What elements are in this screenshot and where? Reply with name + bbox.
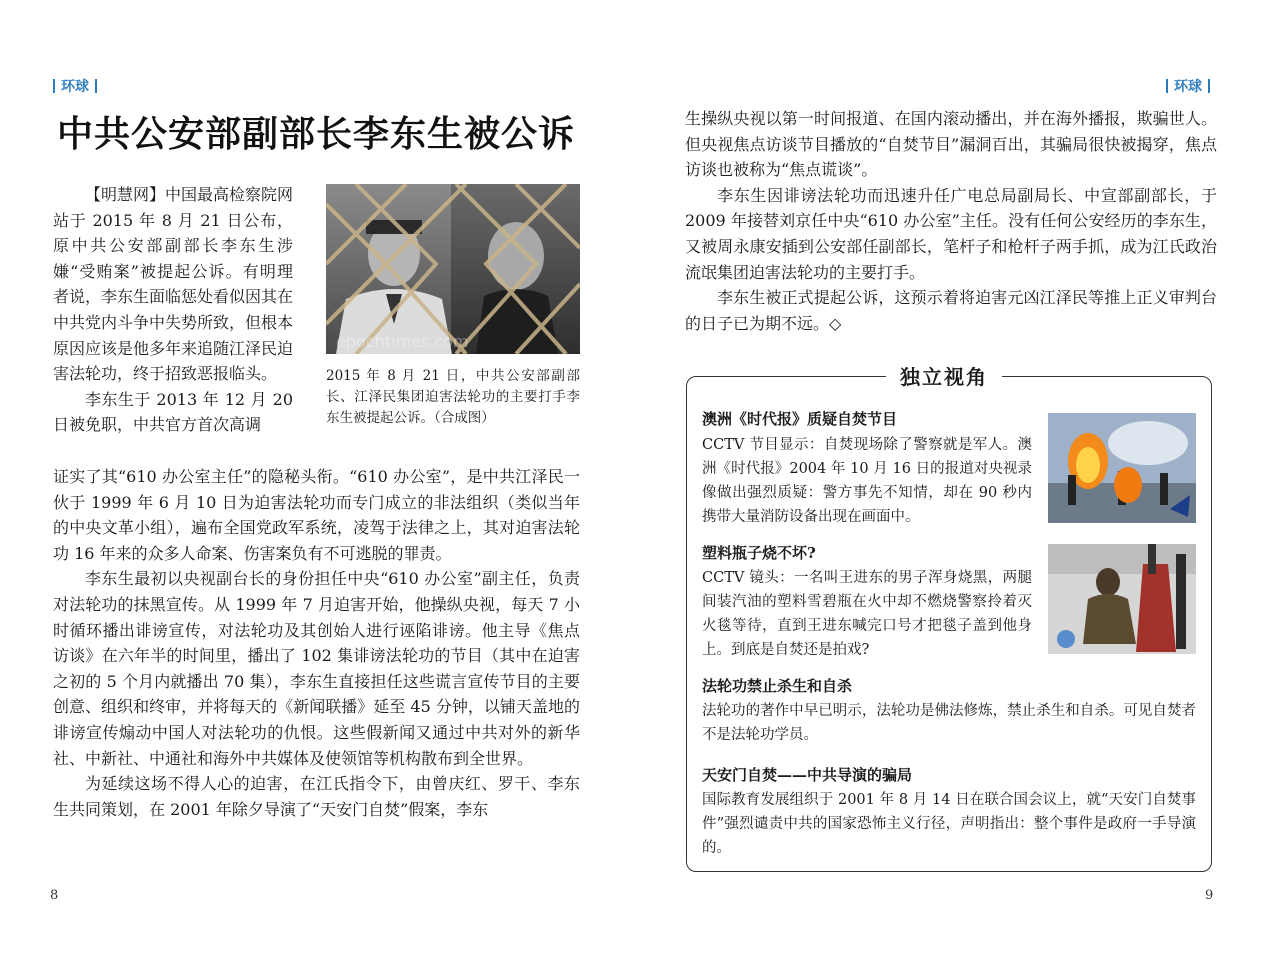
para4: 为延续这场不得人心的迫害，在江氏指令下，由曾庆红、罗干、李东生共同策划，在 2001 年除夕导演了“天安门自焚”假案，李东 xyxy=(53,774,580,819)
sidebar-item-heading-2: 塑料瓶子烧不坏? xyxy=(702,544,816,562)
para3: 李东生最初以央视副台长的身份担任中央“610 办公室”副主任，负责对法轮功的抹黑宣传。从 1999 年 7 月迫害开始，他操纵央视，每天 7 小时循环播出诽谤宣传，对法轮功及其创始人进行诬陷诽谤。他主导《焦点访谈》在六年半的时间里，播出了 102 集诽谤法轮功的节目（其中在迫害之初的 5 个月内就播出 70 集），李东生直接担任这些谎言宣传节目的主要创意、组织和终审，并将每天的《新闻联播》延至 45 分钟，以铺天盖地的诽谤宣传煽动中国人对法轮功的仇恨。这些假新闻又通过中共对外的新华社、中新社、中通社和海外中共媒体及使领馆等机构散布到全世界。 xyxy=(53,569,580,768)
photo-caption: 2015 年 8 月 21 日，中共公安部副部长、江泽民集团迫害法轮功的主要打手李东生被提起公诉。（合成图） xyxy=(326,368,580,426)
intro-text-column xyxy=(53,182,293,438)
sidebar-item-text-2: CCTV 镜头：一名叫王进东的男子浑身烧黑，两腿间装汽油的塑料雪碧瓶在火中却不燃烧警察拎着灭火毯等待，直到王进东喊完口号才把毯子盖到他身上。到底是自焚还是拍戏? xyxy=(702,570,1032,658)
section-tag-text-right: 环球 xyxy=(1174,79,1202,95)
tag-bar-right-r xyxy=(1208,79,1210,93)
sidebar-item-text-1: CCTV 节目显示：自焚现场除了警察就是军人。澳洲《时代报》2004 年 10 月 16 日的报道对央视录像做出强烈质疑：警方事先不知情，却在 90 秒内携带大量消防设备出现在画面中。 xyxy=(702,437,1032,525)
main-text-column xyxy=(53,464,580,822)
intro-paragraph: 【明慧网】中国最高检察院网站于 2015 年 8 月 21 日公布，原中共公安部副部长李东生涉嫌“受贿案”被提起公诉。有明理者说，李东生面临惩处看似因其在中共党内斗争中失势所致，但根本原因应该是他多年来追随江泽民迫害法轮功，终于招致恶报临头。 xyxy=(53,185,294,384)
section-tag-right xyxy=(1160,76,1216,96)
photo-watermark: epochtimes.com xyxy=(336,332,469,351)
page-number-left: 8 xyxy=(50,888,59,903)
sidebar-item-heading-1: 澳洲《时代报》质疑自焚节目 xyxy=(702,410,898,428)
tag-bar-left xyxy=(53,79,55,93)
article-headline: 中共公安部副部长李东生被公诉 xyxy=(57,113,576,155)
para2-rest: 证实了其“610 办公室主任”的隐秘头衔。“610 办公室”，是中共江泽民一伙于 1999 年 6 月 10 日为迫害法轮功而专门成立的非法组织（类似当年的中央文革小组），遍布全国党政军系统，凌驾于法律之上，其对迫害法轮功 16 年来的众多人命案、伤害案负有不可逃脱的罪责。 xyxy=(53,467,580,563)
fire-scene-illustration xyxy=(1048,413,1196,523)
sidebar-item-heading-4: 天安门自焚——中共导演的骗局 xyxy=(702,766,913,784)
sidebar-item-text-4: 国际教育发展组织于 2001 年 8 月 14 日在联合国会议上，就“天安门自焚事件”强烈谴责中共的国家恐怖主义行径，声明指出：整个事件是政府一手导演的。 xyxy=(702,792,1196,856)
composite-photo xyxy=(326,184,580,354)
sidebar-title: 独立视角 xyxy=(886,361,1002,390)
tag-bar-left-r xyxy=(1166,79,1168,93)
sidebar-photo-fire xyxy=(1048,413,1196,523)
para-continued: 生操纵央视以第一时间报道、在国内滚动播出，并在海外播报，欺骗世人。但央视焦点访谈节目播放的“自焚节目”漏洞百出，其骗局很快被揭穿，焦点访谈也被称为“焦点谎谈”。 xyxy=(685,109,1217,180)
page-number-right: 9 xyxy=(1205,888,1214,903)
sidebar-item-text-3: 法轮功的著作中早已明示，法轮功是佛法修炼，禁止杀生和自杀。可见自焚者不是法轮功学员。 xyxy=(702,703,1196,743)
tag-bar-right xyxy=(95,79,97,93)
para2-top: 李东生于 2013 年 12 月 20 日被免职，中共官方首次高调 xyxy=(53,389,293,435)
section-tag-text: 环球 xyxy=(61,79,89,95)
sidebar-photo-man xyxy=(1048,544,1196,654)
para5: 李东生因诽谤法轮功而迅速升任广电总局副局长、中宣部副部长，于 2009 年接替刘京任中央“610 办公室”主任。没有任何公安经历的李东生，又被周永康安插到公安部任副部长，笔杆子和枪杆子两手抓，成为江氏政治流氓集团迫害法轮功的主要打手。 xyxy=(685,185,1217,282)
para6: 李东生被正式提起公诉，这预示着将迫害元凶江泽民等推上正义审判台的日子已为期不远。◇ xyxy=(685,288,1217,333)
right-text-column xyxy=(685,106,1217,336)
man-scene-illustration xyxy=(1048,544,1196,654)
sidebar-item-heading-3: 法轮功禁止杀生和自杀 xyxy=(702,677,853,695)
section-tag-left xyxy=(47,76,103,96)
photo-illustration xyxy=(326,184,580,354)
